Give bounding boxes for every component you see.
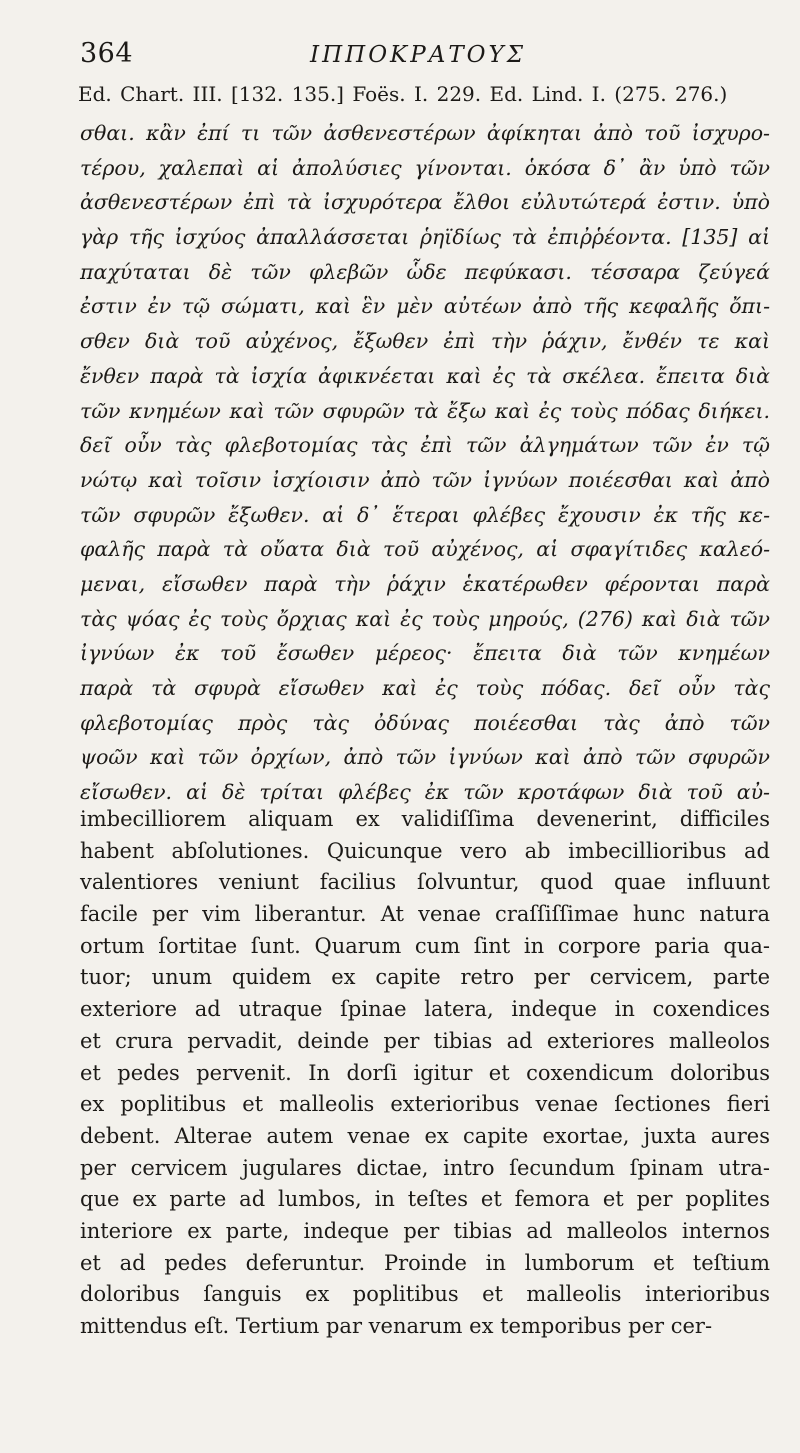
greek-line: τὰς ψόας ἐς τοὺς ὄρχιας καὶ ἐς τοὺς μηρούς, (276) καὶ διὰ τῶν	[80, 606, 770, 631]
latin-line: habent abſolutiones. Quicunque vero ab imbecillioribus ad	[80, 838, 770, 863]
greek-text-block	[80, 116, 770, 810]
latin-line: exteriore ad utraque ſpinae latera, indeque in coxendices	[80, 997, 770, 1022]
greek-line: τέρου, χαλεπαὶ αἱ ἀπολύσιες γίνονται. ὁκόσα δ᾽ ἂν ὑπὸ τῶν	[80, 155, 770, 180]
greek-line: τῶν κνημέων καὶ τῶν σφυρῶν τὰ ἔξω καὶ ἐς τοὺς πόδας διήκει.	[80, 398, 770, 423]
greek-line: ἰγνύων ἐκ τοῦ ἔσωθεν μέρεος· ἔπειτα διὰ τῶν κνημέων	[80, 641, 770, 666]
greek-line: ἔνθεν παρὰ τὰ ἰσχία ἀφικνέεται καὶ ἐς τὰ σκέλεα. ἔπειτα διὰ	[80, 363, 770, 388]
greek-line: σθεν διὰ τοῦ αὐχένος, ἔξωθεν ἐπὶ τὴν ῥάχιν, ἔνθέν τε καὶ	[80, 329, 770, 354]
greek-line: μεναι, εἴσωθεν παρὰ τὴν ῥάχιν ἑκατέρωθεν φέρονται παρὰ	[80, 571, 770, 596]
greek-line: εἴσωθεν. αἱ δὲ τρίται φλέβες ἐκ τῶν κροτάφων διὰ τοῦ αὐ-	[80, 780, 770, 805]
greek-line: σθαι. κἂν ἐπί τι τῶν ἀσθενεστέρων ἀφίκηται ἀπὸ τοῦ ἰσχυρο-	[80, 121, 770, 145]
latin-line: ex poplitibus et malleolis exterioribus venae ſectiones fieri	[80, 1092, 770, 1117]
page-number: 364	[80, 38, 134, 69]
greek-line: ἐστιν ἐν τῷ σώματι, καὶ ἓν μὲν αὐτέων ἀπὸ τῆς κεφαλῆς ὄπι-	[80, 294, 770, 319]
greek-line: φλεβοτομίας πρὸς τὰς ὀδύνας ποιέεσθαι τὰς ἀπὸ τῶν	[80, 710, 770, 735]
latin-line: facile per vim liberantur. At venae craſſiſſimae hunc natura	[80, 902, 770, 927]
latin-line: ortum ſortitae ſunt. Quarum cum ſint in corpore paria qua-	[80, 933, 770, 958]
latin-line: interiore ex parte, indeque per tibias ad malleolos internos	[80, 1218, 770, 1243]
latin-text-block	[80, 804, 770, 1343]
latin-line: mittendus eſt. Tertium par venarum ex temporibus per cer-	[80, 1314, 713, 1338]
edition-reference-line: Ed. Chart. III. [132. 135.] Foës. I. 229. Ed. Lind. I. (275. 276.)	[78, 82, 728, 106]
latin-line: et pedes pervenit. In dorſi igitur et coxendicum doloribus	[80, 1060, 770, 1085]
latin-line: debent. Alterae autem venae ex capite exortae, juxta aures	[80, 1123, 770, 1148]
greek-line: νώτῳ καὶ τοῖσιν ἰσχίοισιν ἀπὸ τῶν ἰγνύων ποιέεσθαι καὶ ἀπὸ	[80, 467, 770, 492]
greek-line: τῶν σφυρῶν ἔξωθεν. αἱ δ᾽ ἕτεραι φλέβες ἔχουσιν ἐκ τῆς κε-	[80, 502, 770, 527]
greek-line: παχύταται δὲ τῶν φλεβῶν ὧδε πεφύκασι. τέσσαρα ζεύγεά	[80, 259, 770, 284]
greek-line: ἀσθενεστέρων ἐπὶ τὰ ἰσχυρότερα ἔλθοι εὐλυτώτερά ἐστιν. ὑπὸ	[80, 190, 770, 215]
latin-line: doloribus ſanguis ex poplitibus et malleolis interioribus	[80, 1282, 770, 1307]
latin-line: valentiores veniunt facilius ſolvuntur, quod quae influunt	[80, 870, 770, 895]
greek-line: γὰρ τῆς ἰσχύος ἀπαλλάσσεται ῥηϊδίως τὰ ἐπιῤῥέοντα. [135] αἱ	[80, 225, 770, 250]
latin-line: et ad pedes deferuntur. Proinde in lumborum et teſtium	[80, 1250, 770, 1275]
greek-line: παρὰ τὰ σφυρὰ εἴσωθεν καὶ ἐς τοὺς πόδας. δεῖ οὖν τὰς	[80, 676, 770, 700]
greek-line: δεῖ οὖν τὰς φλεβοτομίας τὰς ἐπὶ τῶν ἀλγημάτων τῶν ἐν τῷ	[80, 433, 770, 458]
latin-line: tuor; unum quidem ex capite retro per cervicem, parte	[80, 965, 770, 990]
greek-line: ψοῶν καὶ τῶν ὀρχίων, ἀπὸ τῶν ἰγνύων καὶ ἀπὸ τῶν σφυρῶν	[80, 745, 770, 770]
greek-line: φαλῆς παρὰ τὰ οὔατα διὰ τοῦ αὐχένος, αἱ σφαγίτιδες καλεό-	[80, 537, 770, 562]
page-header	[80, 30, 780, 70]
latin-line: que ex parte ad lumbos, in teſtes et femora et per poplites	[80, 1187, 770, 1212]
latin-line: imbecilliorem aliquam ex validiſſima devenerint, difficiles	[80, 807, 770, 831]
latin-line: per cervicem jugulares dictae, intro ſecundum ſpinam utra-	[80, 1155, 770, 1180]
running-title: ΙΠΠΟΚΡΑΤΟΥΣ	[310, 42, 526, 68]
latin-line: et crura pervadit, deinde per tibias ad exteriores malleolos	[80, 1028, 770, 1053]
